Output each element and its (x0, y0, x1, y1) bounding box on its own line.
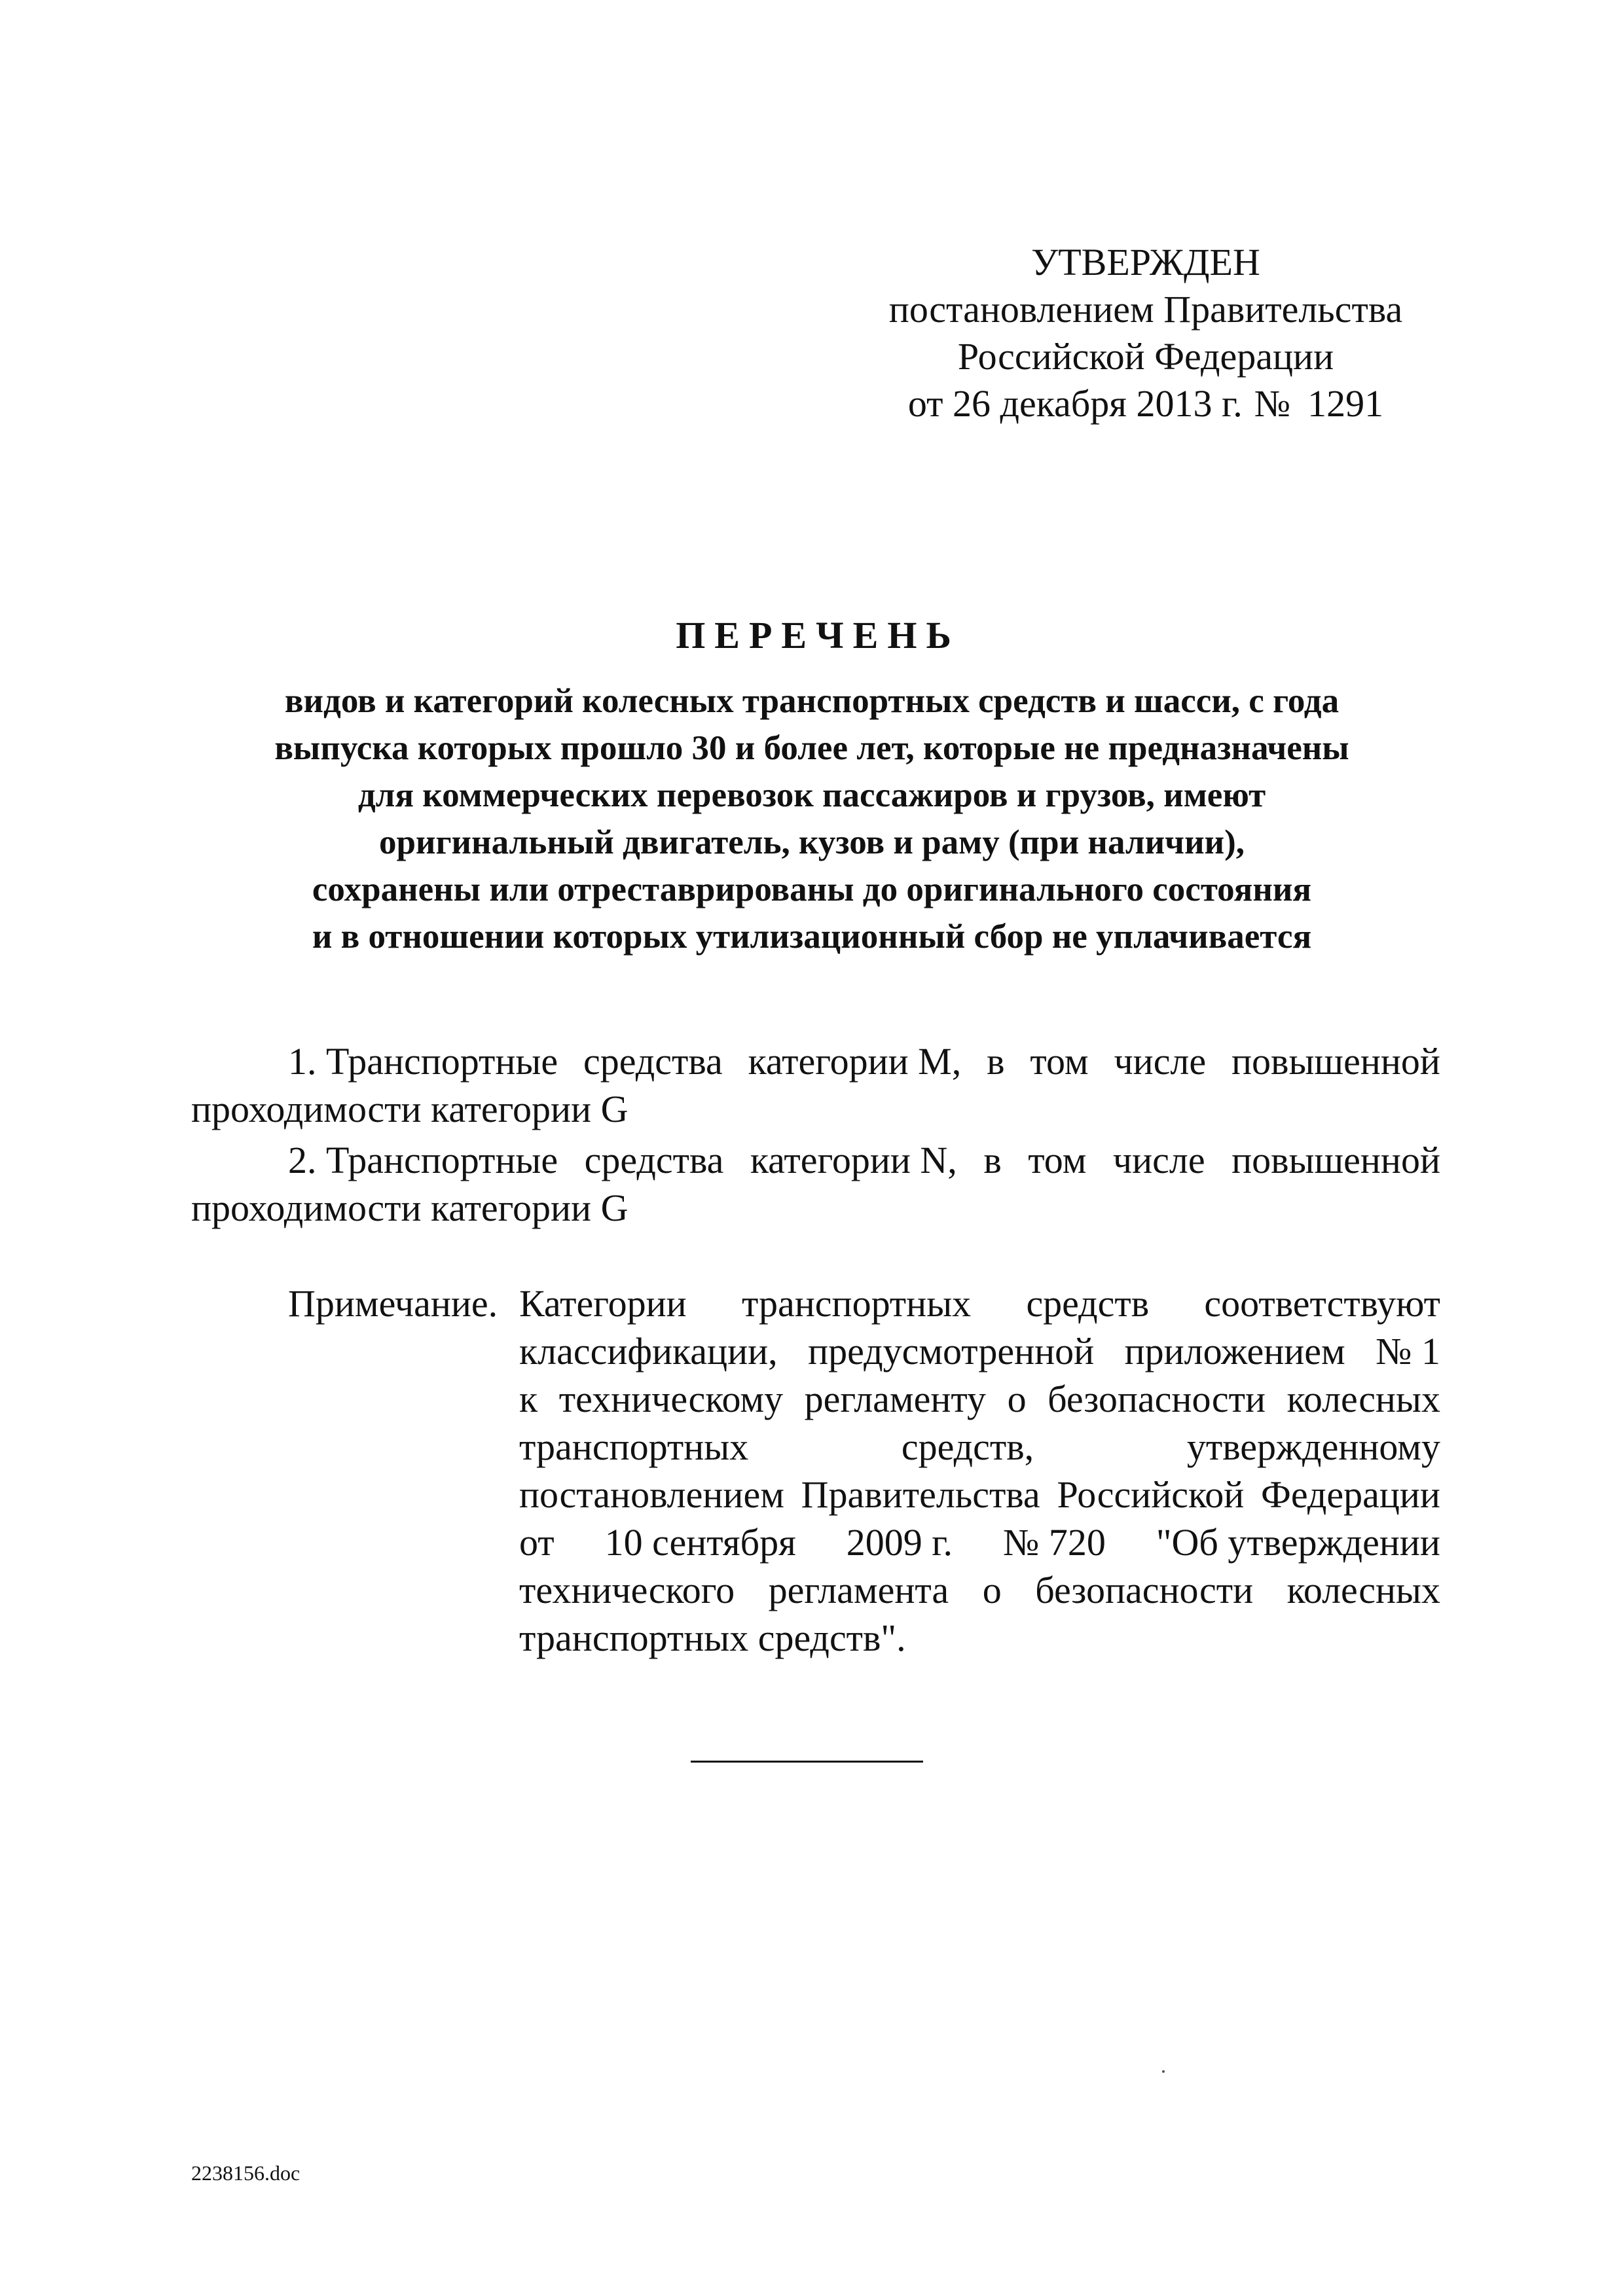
word: соответствуют (1204, 1282, 1440, 1325)
word: № 1 (1376, 1330, 1440, 1372)
word: безопасности (1035, 1569, 1254, 1611)
word: № 720 (1002, 1521, 1106, 1564)
word: транспортных (741, 1282, 972, 1325)
word: средств, (901, 1426, 1034, 1468)
note-line (519, 1375, 1440, 1423)
word: средств (1026, 1282, 1150, 1325)
word: 1. Транспортные (288, 1040, 558, 1083)
word: в (983, 1139, 1002, 1181)
word: утвержденному (1186, 1426, 1440, 1468)
word: технического (519, 1569, 735, 1611)
word: средства (584, 1139, 724, 1181)
word: 10 сентября (604, 1521, 796, 1564)
word: постановлением (519, 1473, 784, 1516)
word: том (1030, 1040, 1089, 1083)
list-item-second-line: проходимости категории G (191, 1088, 629, 1130)
approval-line-2: Российской Федерации (957, 335, 1334, 378)
word: 2. Транспортные (288, 1139, 558, 1181)
list-item-second-line: проходимости категории G (191, 1187, 629, 1229)
approval-line-1: постановлением Правительства (888, 288, 1403, 331)
scan-speck (1162, 2070, 1165, 2073)
word: регламенту (804, 1378, 986, 1420)
note-line (519, 1327, 1440, 1375)
approved-heading: УТВЕРЖДЕН (1031, 241, 1260, 283)
note-last-line: транспортных средств". (519, 1617, 906, 1659)
word: средства (583, 1040, 723, 1083)
word: категории M, (748, 1040, 962, 1083)
word: регламента (768, 1569, 949, 1611)
note-line (519, 1566, 1440, 1614)
note-line (519, 1280, 1440, 1327)
word: Правительства (801, 1473, 1040, 1516)
list-item (191, 1136, 1440, 1232)
word: безопасности (1048, 1378, 1266, 1420)
approval-date: от 26 декабря 2013 г. (907, 382, 1243, 425)
subtitle-line: видов и категорий колесных транспортных средств и шасси, с года (284, 682, 1340, 720)
subtitle-line: выпуска которых прошло 30 и более лет, которые не предназначены (274, 729, 1349, 767)
subtitle-line: для коммерческих перевозок пассажиров и грузов, имеют (357, 776, 1266, 814)
word: колесных (1286, 1569, 1440, 1611)
word: Категории (519, 1282, 687, 1325)
document-title: ПЕРЕЧЕНЬ (676, 614, 960, 656)
approval-stamp-block (851, 239, 1440, 427)
word: Российской (1057, 1473, 1245, 1516)
document-file-code: 2238156.doc (191, 2161, 301, 2185)
numbered-list (191, 1037, 1440, 1235)
end-divider-line (691, 1761, 923, 1763)
subtitle-line: сохранены или отреставрированы до оригинального состояния (312, 870, 1312, 908)
note-line (519, 1423, 1440, 1471)
approval-number: 1291 (1307, 382, 1384, 425)
list-item (191, 1037, 1440, 1133)
word: колесных (1286, 1378, 1440, 1420)
document-subtitle (190, 677, 1434, 960)
subtitle-line: оригинальный двигатель, кузов и раму (при наличии), (378, 823, 1245, 861)
note-body (519, 1280, 1440, 1662)
word: повышенной (1231, 1040, 1440, 1083)
number-sign: № (1254, 382, 1291, 425)
word: классификации, (519, 1330, 778, 1372)
word: приложением (1124, 1330, 1345, 1372)
word: "Об утверждении (1156, 1521, 1440, 1564)
note-label: Примечание. (288, 1282, 498, 1325)
word: о (982, 1569, 1002, 1611)
list-item-first-line (191, 1037, 1440, 1085)
subtitle-line: и в отношении которых утилизационный сбор не уплачивается (312, 918, 1312, 956)
word: к (519, 1378, 538, 1420)
word: транспортных (519, 1426, 749, 1468)
word: числе (1112, 1139, 1205, 1181)
word: категории N, (750, 1139, 957, 1181)
word: числе (1114, 1040, 1207, 1083)
word: в (987, 1040, 1005, 1083)
word: от (519, 1521, 555, 1564)
note-line (519, 1471, 1440, 1518)
list-item-first-line (191, 1136, 1440, 1184)
word: Федерации (1261, 1473, 1440, 1516)
word: 2009 г. (846, 1521, 953, 1564)
note-line (519, 1518, 1440, 1566)
word: техническому (558, 1378, 784, 1420)
word: о (1007, 1378, 1027, 1420)
approval-date-line (851, 380, 1440, 427)
word: предусмотренной (808, 1330, 1095, 1372)
word: повышенной (1231, 1139, 1440, 1181)
word: том (1028, 1139, 1087, 1181)
